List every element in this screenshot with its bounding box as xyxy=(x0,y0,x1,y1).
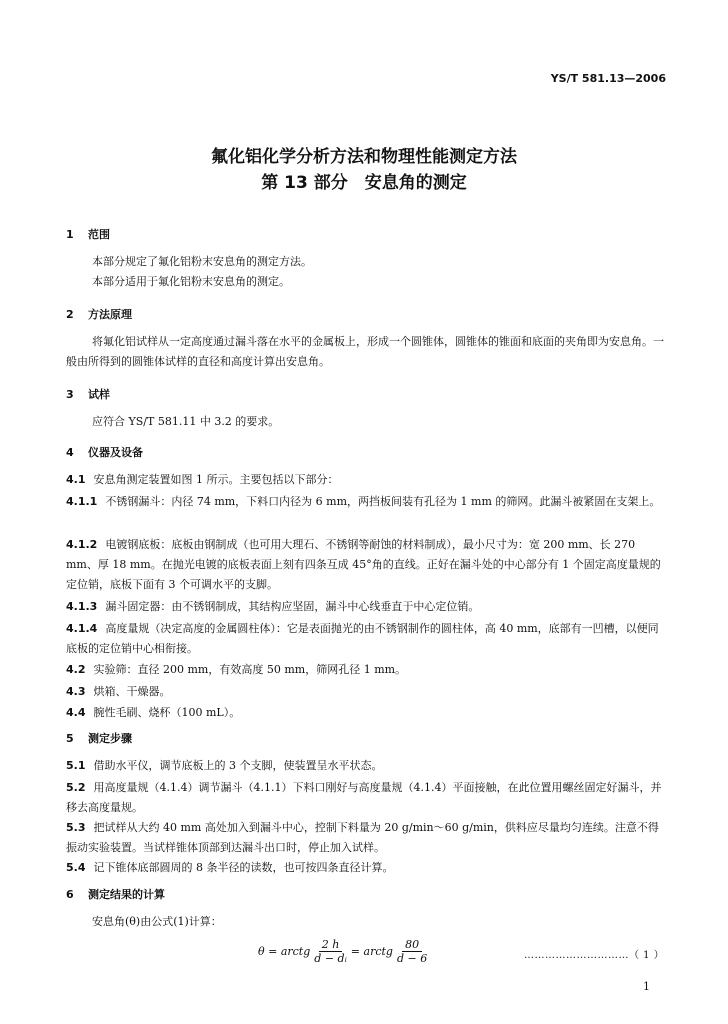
formula-mid: = arctg xyxy=(350,945,393,958)
equation-number: …………………………（ 1 ） xyxy=(524,950,665,961)
fraction-height-diameter: $\frac{2 h}{\text{d − dᵢ}}$ xyxy=(314,938,347,965)
section-number: 2 xyxy=(66,308,74,321)
section-4-heading xyxy=(66,444,143,460)
section-title: 仪器及设备 xyxy=(88,446,143,459)
section-number: 6 xyxy=(66,888,74,901)
section-title: 方法原理 xyxy=(88,308,132,321)
section-title: 测定结果的计算 xyxy=(88,888,165,901)
clause-5-4: 5.4 记下锥体底部圆周的 8 条半径的读数，也可按四条直径计算。 xyxy=(66,861,394,874)
clause-4-1: 4.1 安息角测定装置如图 1 所示。主要包括以下部分： xyxy=(66,473,339,486)
section-3-heading xyxy=(66,386,110,402)
clause-4-1-3: 4.1.3 漏斗固定器：由不锈钢制成，其结构应坚固，漏斗中心线垂直于中心定位销。 xyxy=(66,600,480,613)
document-title: 氟化铝化学分析方法和物理性能测定方法 xyxy=(211,147,517,167)
formula-1 xyxy=(258,938,431,965)
clause-4-1-4: 4.1.4 高度量规（决定高度的金属圆柱体）：它是表面抛光的由不锈钢制作的圆柱体，高 40 mm，底部有一凹槽，以便同底板的定位销中心相衔接。 xyxy=(66,622,659,655)
clause-5-2: 5.2 用高度量规（4.1.4）调节漏斗（4.1.1）下料口刚好与高度量规（4.1.4）平面接触，在此位置用螺丝固定好漏斗，并移去高度量规。 xyxy=(66,781,662,814)
section-number: 1 xyxy=(66,228,74,241)
clause-4-4: 4.4 腕性毛刷、烧杯（100 mL）。 xyxy=(66,706,241,719)
document-subtitle: 第 13 部分 安息角的测定 xyxy=(261,173,467,193)
clause-5-1: 5.1 借助水平仪，调节底板上的 3 个支脚，使装置呈水平状态。 xyxy=(66,759,383,772)
clause-4-1-1: 4.1.1 不锈钢漏斗：内径 74 mm，下料口内径为 6 mm，两挡板间装有孔径为 1 mm 的筛网。此漏斗被紧固在支架上。 xyxy=(66,495,661,508)
fraction-simplified: $\frac{80}{d - 6}$ xyxy=(396,938,428,965)
clause-5-3: 5.3 把试样从大约 40 mm 高处加入到漏斗中心，控制下料量为 20 g/min～60 g/min，供料应尽量均匀连续。注意不得振动实验装置。当试样锥体顶部到达漏斗出口时，停止加入试样。 xyxy=(66,821,659,854)
section-5-heading xyxy=(66,730,132,746)
paragraph: 本部分规定了氟化铝粉末安息角的测定方法。 xyxy=(92,255,312,268)
paragraph: 本部分适用于氟化铝粉末安息角的测定。 xyxy=(92,275,290,288)
section-6-heading xyxy=(66,886,165,902)
section-number: 5 xyxy=(66,732,74,745)
section-number: 4 xyxy=(66,446,74,459)
section-2-heading xyxy=(66,306,132,322)
section-title: 试样 xyxy=(88,388,110,401)
paragraph: 应符合 YS/T 581.11 中 3.2 的要求。 xyxy=(92,415,280,428)
section-title: 范围 xyxy=(88,228,110,241)
paragraph: 将氟化铝试样从一定高度通过漏斗落在水平的金属板上，形成一个圆锥体，圆锥体的锥面和底面的夹角即为安息角。一般由所得到的圆锥体试样的直径和高度计算出安息角。 xyxy=(66,335,664,368)
clause-4-2: 4.2 实验筛：直径 200 mm，有效高度 50 mm，筛网孔径 1 mm。 xyxy=(66,663,407,676)
section-number: 3 xyxy=(66,388,74,401)
paragraph: 安息角(θ)由公式(1)计算： xyxy=(92,915,222,928)
standard-code: YS/T 581.13—2006 xyxy=(550,72,666,85)
page-number: 1 xyxy=(643,980,650,993)
section-title: 测定步骤 xyxy=(88,732,132,745)
formula-lhs: θ = arctg xyxy=(258,945,311,958)
clause-4-3: 4.3 烘箱、干燥器。 xyxy=(66,685,171,698)
clause-4-1-2: 4.1.2 电镀钢底板：底板由钢制成（也可用大理石、不锈钢等耐蚀的材料制成），最小尺寸为：宽 200 mm、长 270 mm、厚 18 mm。在抛光电镀的底板表面上刻有四条互成 45°角的直线。正好在漏斗处的中心部分有 1 个固定高度量规的定位销，底板下面有 3 个可调水平的支脚。 xyxy=(66,538,661,591)
section-1-heading xyxy=(66,226,110,242)
